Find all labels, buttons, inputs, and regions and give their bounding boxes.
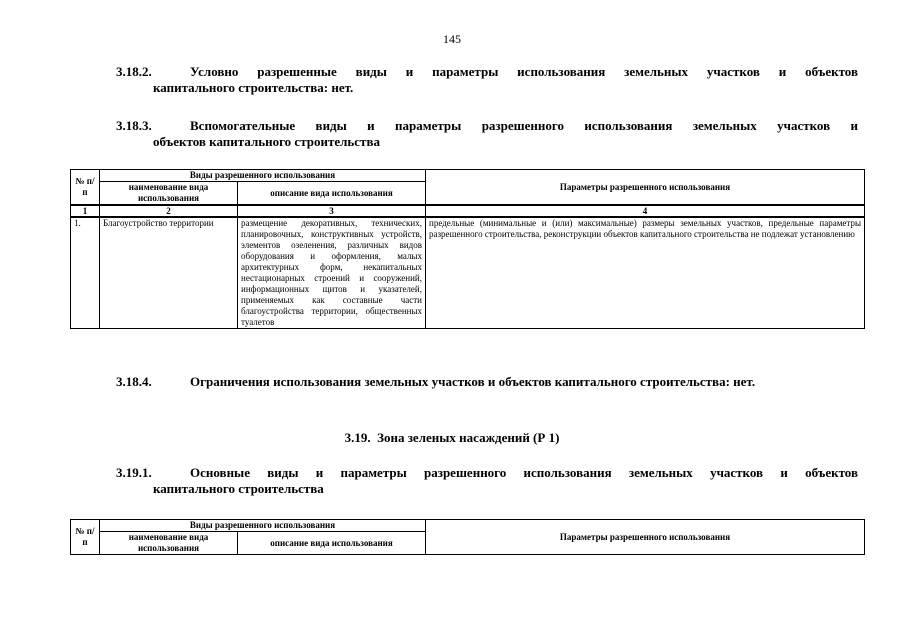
col-num-4: 4: [426, 205, 865, 217]
row-desc: размещение декоративных, технических, планировочных, конструктивных устройств, элементов озеленения, различных видов оборудования и оформления, малых архитектурных форм, некапитальных нестационарных строений и сооружений, информационных щитов и указателей, применяемых как составные части благоустройства территории, общественных туалетов: [238, 217, 426, 329]
section-title-line2: капитального строительства: нет.: [153, 80, 354, 95]
section-title-line1: Условно разрешенные виды и параметры использования земельных участков и объектов: [190, 64, 858, 79]
section-title: Зона зеленых насаждений (Р 1): [377, 430, 560, 445]
section-title-line1: Основные виды и параметры разрешенного использования земельных участков и объектов: [190, 465, 858, 480]
header-desc: описание вида использования: [238, 182, 426, 206]
section-title-line2: объектов капитального строительства: [153, 134, 380, 149]
section-3-18-2-heading: [116, 64, 858, 96]
header-group: Виды разрешенного использования: [100, 170, 426, 182]
header-params: Параметры разрешенного использования: [426, 170, 865, 206]
col-num-1: 1: [71, 205, 100, 217]
section-title: Ограничения использования земельных участков и объектов капитального строительства: нет.: [190, 374, 756, 389]
column-number-row: [71, 205, 865, 217]
header-name: наименование вида использования: [100, 182, 238, 206]
section-3-18-4-heading: [116, 374, 858, 390]
header-num: № п/п: [71, 170, 100, 206]
row-params: предельные (минимальные и (или) максимальные) размеры земельных участков, предельные параметры разрешенного строительства, реконструкции объектов капитального строительства не подлежат установлению: [426, 217, 865, 329]
header-group: Виды разрешенного использования: [100, 520, 426, 532]
header-name: наименование вида использования: [100, 532, 238, 555]
header-desc: описание вида использования: [238, 532, 426, 555]
col-num-2: 2: [100, 205, 238, 217]
section-number: 3.19.1.: [116, 465, 152, 480]
section-title-line2: капитального строительства: [153, 481, 324, 496]
section-number: 3.18.2.: [116, 64, 152, 79]
col-num-3: 3: [238, 205, 426, 217]
section-number: 3.19.: [344, 430, 371, 445]
header-params: Параметры разрешенного использования: [426, 520, 865, 555]
section-3-19-1-heading: [116, 465, 858, 497]
section-3-18-3-heading: [116, 118, 858, 150]
table-row: [71, 217, 865, 329]
section-number: 3.18.4.: [116, 374, 152, 389]
row-name: Благоустройство территории: [100, 217, 238, 329]
section-3-19-heading: [0, 430, 904, 446]
allowed-uses-table-2: [70, 519, 865, 555]
section-title-line1: Вспомогательные виды и параметры разрешенного использования земельных участков и: [190, 118, 858, 133]
header-num: № п/п: [71, 520, 100, 555]
section-number: 3.18.3.: [116, 118, 152, 133]
page-number: 145: [443, 32, 461, 46]
allowed-uses-table-1: [70, 169, 865, 329]
row-num: 1.: [71, 217, 100, 329]
